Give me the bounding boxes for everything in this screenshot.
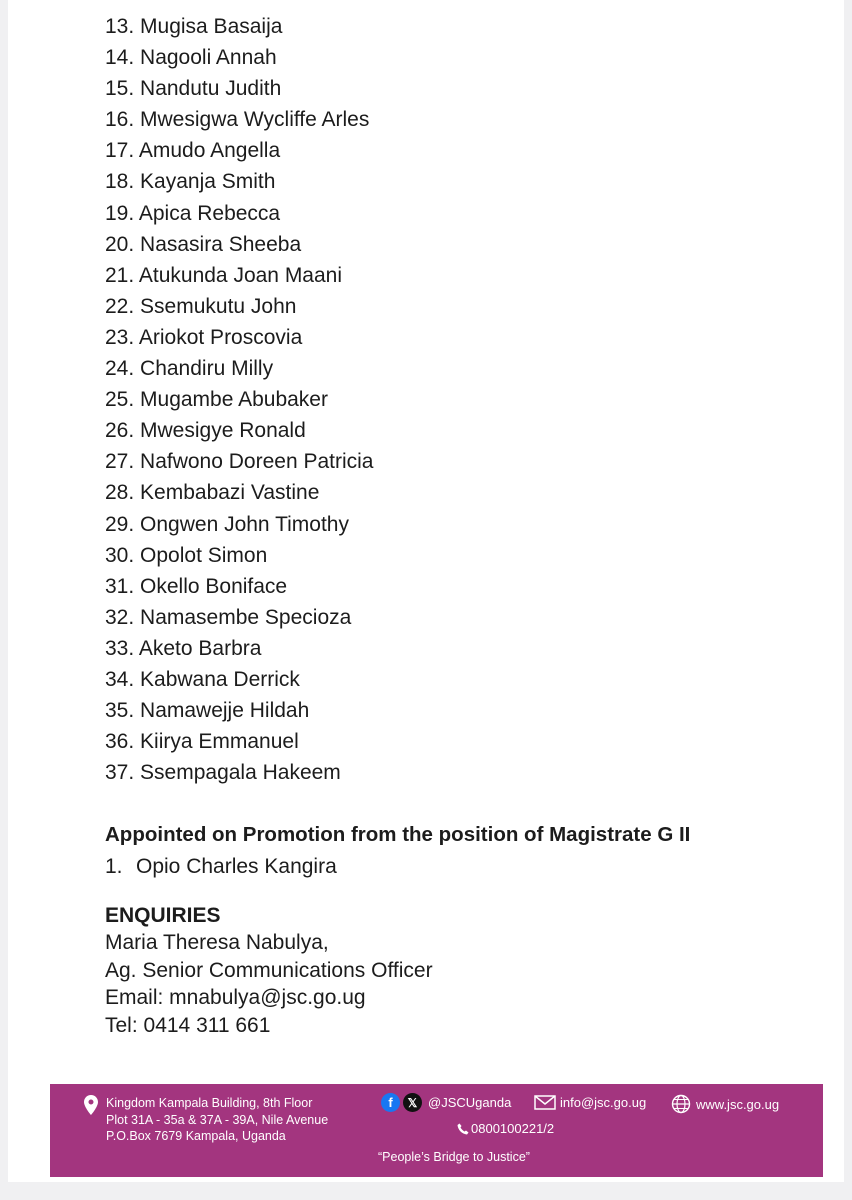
footer-phone-text[interactable]: 0800100221/2 [471,1121,555,1136]
list-item: 33. Aketo Barbra [105,636,262,660]
phone-icon [457,1123,469,1135]
enquiries-title: ENQUIRIES [105,904,221,927]
footer-email-text[interactable]: info@jsc.go.ug [560,1095,647,1110]
list-item: 30. Opolot Simon [105,543,268,567]
facebook-icon[interactable]: f [381,1093,400,1112]
address-line: Plot 31A - 35a & 37A - 39A, Nile Avenue [106,1112,329,1127]
social-handle[interactable]: @JSCUganda [428,1095,512,1110]
promotion-item-name: Opio Charles Kangira [136,855,337,878]
address-line: Kingdom Kampala Building, 8th Floor [106,1096,313,1110]
promotion-item-number: 1. [105,855,123,878]
location-pin-icon [84,1095,98,1115]
list-item: 26. Mwesigye Ronald [105,419,306,443]
footer-phone[interactable] [457,1121,554,1136]
contact-tel: Tel: 0414 311 661 [105,1013,271,1037]
list-item: 19. Apica Rebecca [105,201,281,225]
contact-role: Ag. Senior Communications Officer [105,958,433,982]
appointee-list [105,11,373,788]
list-item: 35. Namawejje Hildah [105,699,310,723]
list-item: 17. Amudo Angella [105,139,281,163]
list-item: 28. Kembabazi Vastine [105,481,320,505]
promotion-list-item [105,855,337,879]
list-item: 24. Chandiru Milly [105,357,274,381]
footer-address [106,1095,328,1145]
document-page [8,0,844,1182]
list-item: 37. Ssempagala Hakeem [105,761,341,785]
list-item: 14. Nagooli Annah [105,46,277,70]
globe-icon [671,1094,691,1114]
promotion-heading: Appointed on Promotion from the position of Magistrate G II [105,823,691,846]
list-item: 31. Okello Boniface [105,574,288,598]
list-item: 22. Ssemukutu John [105,294,297,318]
list-item: 13. Mugisa Basaija [105,15,283,38]
enquiries-contact [105,929,433,1039]
social-links [381,1093,511,1112]
list-item: 21. Atukunda Joan Maani [105,263,343,287]
footer-email[interactable] [534,1095,646,1110]
list-item: 27. Nafwono Doreen Patricia [105,450,374,474]
list-item: 18. Kayanja Smith [105,170,276,194]
list-item: 25. Mugambe Abubaker [105,388,328,412]
list-item: 36. Kiirya Emmanuel [105,730,299,754]
list-item: 32. Namasembe Specioza [105,605,352,629]
list-item: 29. Ongwen John Timothy [105,512,349,536]
contact-email: Email: mnabulya@jsc.go.ug [105,986,366,1009]
list-item: 15. Nandutu Judith [105,77,282,101]
contact-name: Maria Theresa Nabulya, [105,931,329,954]
address-line: P.O.Box 7679 Kampala, Uganda [106,1129,286,1143]
envelope-icon [534,1095,556,1110]
x-twitter-icon[interactable]: 𝕏 [403,1093,422,1112]
list-item: 20. Nasasira Sheeba [105,232,302,256]
footer-tagline: “People’s Bridge to Justice” [378,1150,530,1164]
list-item: 16. Mwesigwa Wycliffe Arles [105,108,370,132]
footer-banner [50,1084,823,1177]
footer-website-text[interactable]: www.jsc.go.ug [696,1096,780,1112]
footer-website[interactable] [671,1094,779,1114]
list-item: 23. Ariokot Proscovia [105,325,303,349]
list-item: 34. Kabwana Derrick [105,667,300,691]
